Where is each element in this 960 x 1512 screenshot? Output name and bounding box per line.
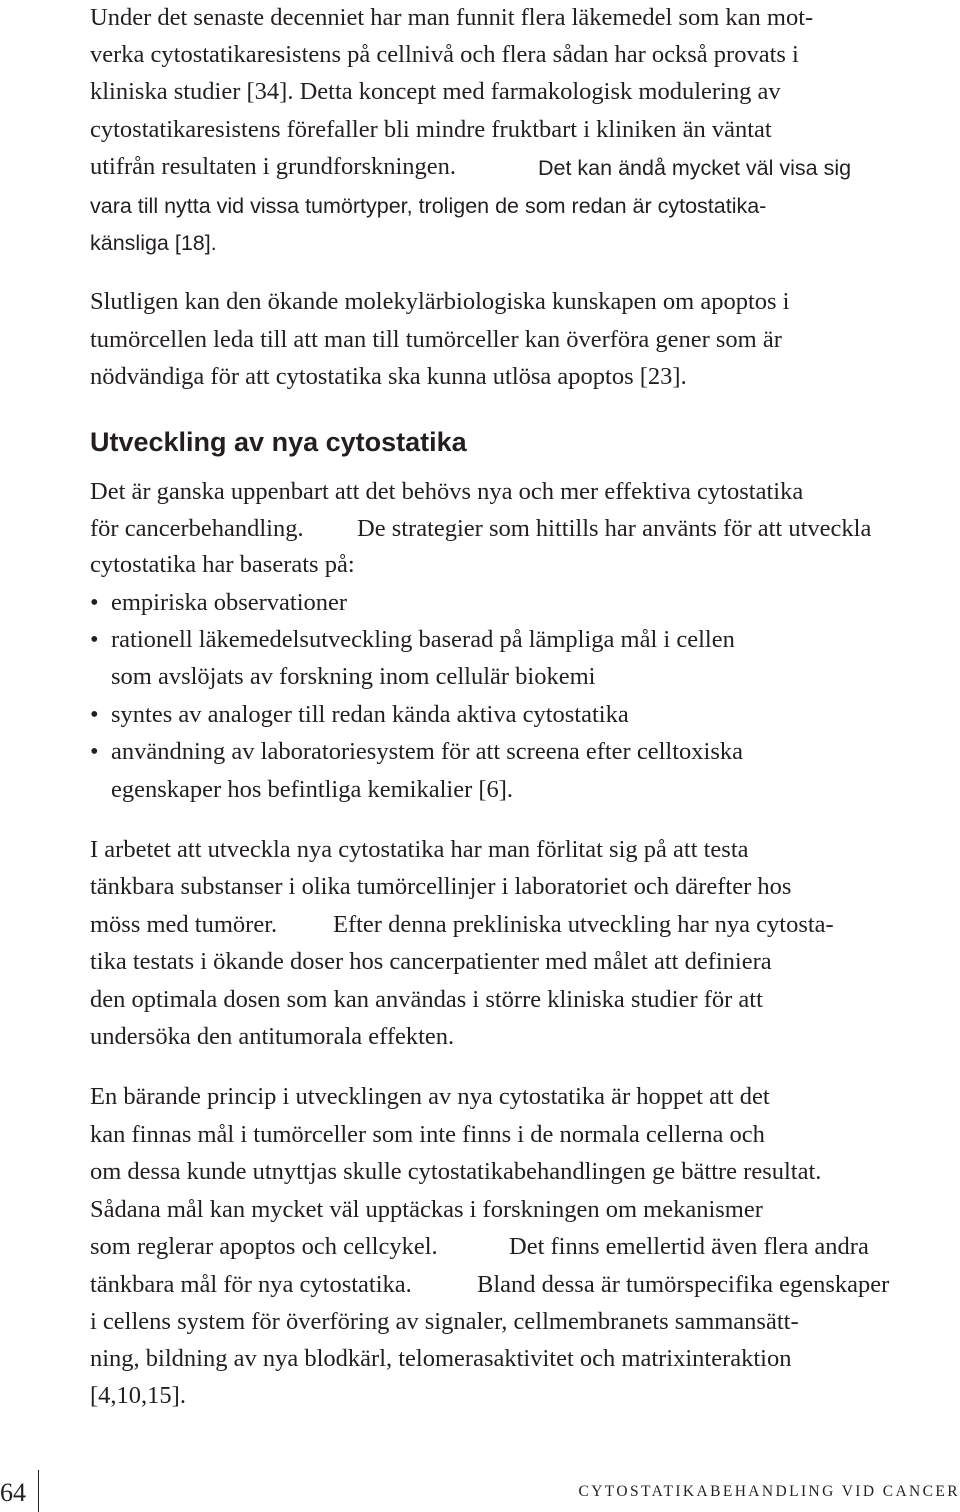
paragraph-line: De strategier som hittills har använts för att utveckla	[357, 515, 872, 542]
paragraph-line: [4,10,15].	[90, 1382, 186, 1409]
list-item-text: som avslöjats av forskning inom cellulär biokemi	[111, 663, 596, 690]
paragraph-line: tika testats i ökande doser hos cancerpatienter med målet att definiera	[90, 948, 772, 975]
paragraph-line: Det kan ändå mycket väl visa sig	[538, 156, 852, 180]
page-number: 64	[0, 1478, 26, 1507]
paragraph-line: Bland dessa är tumörspecifika egenskaper	[477, 1271, 890, 1298]
list-item-text: användning av laboratoriesystem för att screena efter celltoxiska	[111, 738, 743, 765]
paragraph-line: i cellens system för överföring av signaler, cellmembranets sammansätt-	[90, 1308, 799, 1335]
section-heading: Utveckling av nya cytostatika	[90, 427, 467, 457]
paragraph-line: nödvändiga för att cytostatika ska kunna utlösa apoptos [23].	[90, 363, 687, 390]
paragraph-line: möss med tumörer.	[90, 911, 278, 938]
list-item-text: egenskaper hos befintliga kemikalier [6].	[111, 776, 514, 803]
paragraph-line: Slutligen kan den ökande molekylärbiologiska kunskapen om apoptos i	[90, 288, 790, 315]
paragraph-line: cytostatika har baserats på:	[90, 551, 355, 578]
paragraph-line: för cancerbehandling.	[90, 515, 304, 542]
paragraph-line: tänkbara mål för nya cytostatika.	[90, 1271, 412, 1298]
footer-rule	[38, 1470, 39, 1512]
paragraph-line: Sådana mål kan mycket väl upptäckas i forskningen om mekanismer	[90, 1196, 763, 1223]
list-item-text: rationell läkemedelsutveckling baserad på lämpliga mål i cellen	[111, 626, 735, 653]
paragraph-line: ning, bildning av nya blodkärl, telomerasaktivitet och matrixinteraktion	[90, 1345, 792, 1372]
bullet-marker: •	[90, 701, 99, 728]
paragraph-line: tumörcellen leda till att man till tumörceller kan överföra gener som är	[90, 326, 782, 353]
paragraph-line: vara till nytta vid vissa tumörtyper, troligen de som redan är cytostatika-	[90, 194, 767, 218]
paragraph-line: En bärande princip i utvecklingen av nya cytostatika är hoppet att det	[90, 1083, 770, 1110]
running-footer-title: CYTOSTATIKABEHANDLING VID CANCER	[578, 1483, 960, 1500]
paragraph-line: utifrån resultaten i grundforskningen.	[90, 153, 457, 180]
bullet-marker: •	[90, 626, 99, 653]
list-item-text: empiriska observationer	[111, 589, 348, 616]
list-item-text: syntes av analoger till redan kända aktiva cytostatika	[111, 701, 629, 728]
paragraph-line: om dessa kunde utnyttjas skulle cytostatikabehandlingen ge bättre resultat.	[90, 1158, 822, 1185]
paragraph-line: Efter denna prekliniska utveckling har nya cytosta-	[333, 911, 834, 938]
bullet-marker: •	[90, 738, 99, 765]
paragraph-line: Under det senaste decenniet har man funnit flera läkemedel som kan mot-	[90, 4, 814, 31]
paragraph-line: undersöka den antitumorala effekten.	[90, 1023, 455, 1050]
paragraph-line: kliniska studier [34]. Detta koncept med farmakologisk modulering av	[90, 78, 781, 105]
paragraph-line: Det är ganska uppenbart att det behövs nya och mer effektiva cytostatika	[90, 478, 804, 505]
paragraph-line: I arbetet att utveckla nya cytostatika har man förlitat sig på att testa	[90, 836, 749, 863]
paragraph-line: Det finns emellertid även flera andra	[509, 1233, 869, 1260]
paragraph-line: tänkbara substanser i olika tumörcellinjer i laboratoriet och därefter hos	[90, 873, 792, 900]
bullet-marker: •	[90, 589, 99, 616]
paragraph-line: den optimala dosen som kan användas i större kliniska studier för att	[90, 986, 763, 1013]
paragraph-line: kan finnas mål i tumörceller som inte finns i de normala cellerna och	[90, 1121, 765, 1148]
paragraph-line: som reglerar apoptos och cellcykel.	[90, 1233, 438, 1260]
paragraph-line: verka cytostatikaresistens på cellnivå och flera sådan har också provats i	[90, 41, 799, 68]
paragraph-line: känsliga [18].	[90, 231, 217, 255]
paragraph-line: cytostatikaresistens förefaller bli mindre fruktbart i kliniken än väntat	[90, 116, 772, 143]
